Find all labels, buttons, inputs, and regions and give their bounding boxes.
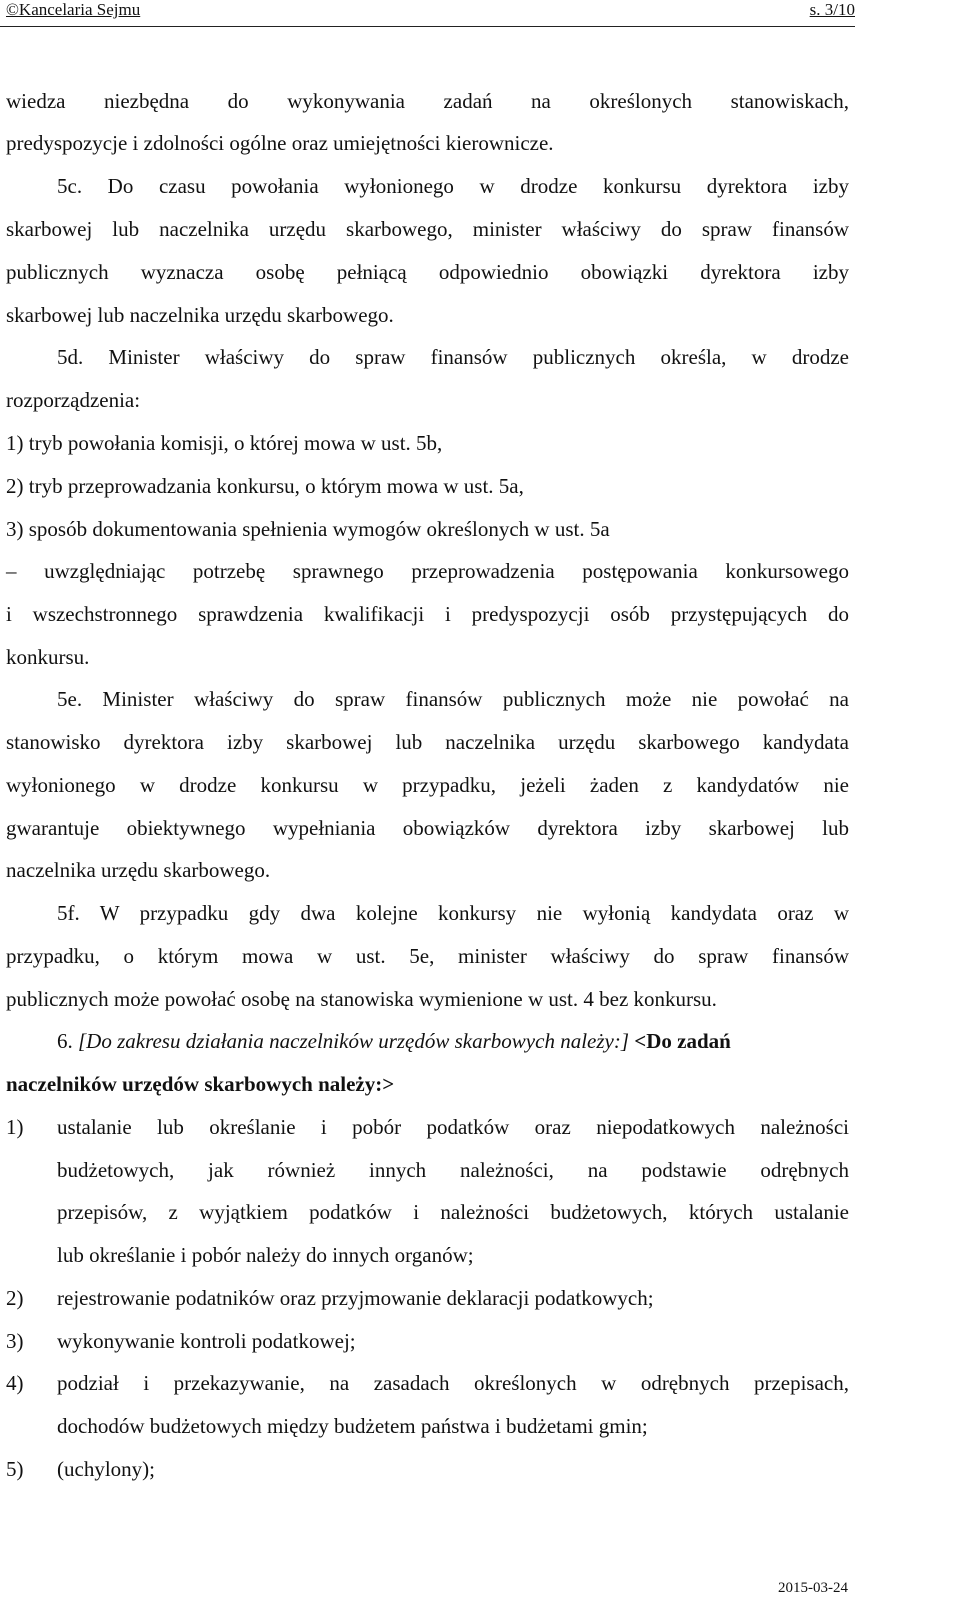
text-line: i wszechstronnego sprawdzenia kwalifikacji i predyspozycji osób przystępujących do xyxy=(6,602,849,626)
item-number: 2) xyxy=(6,1286,24,1310)
footer-date: 2015-03-24 xyxy=(778,1580,848,1596)
text-line: konkursu. xyxy=(6,645,90,669)
text-line: rozporządzenia: xyxy=(6,388,141,412)
list-item: podział i przekazywanie, na zasadach określonych w odrębnych przepisach, xyxy=(57,1371,849,1395)
list-item: budżetowych, jak również innych należności, na podstawie odrębnych xyxy=(57,1158,849,1182)
list-item: rejestrowanie podatników oraz przyjmowanie deklaracji podatkowych; xyxy=(57,1286,654,1310)
text-line: wiedza niezbędna do wykonywania zadań na określonych stanowiskach, xyxy=(6,89,849,113)
text-line: naczelnika urzędu skarbowego. xyxy=(6,858,271,882)
list-item: dochodów budżetowych między budżetem państwa i budżetami gmin; xyxy=(57,1414,648,1438)
text-line: skarbowej lub naczelnika urzędu skarbowego. xyxy=(6,303,394,327)
list-item: 3) sposób dokumentowania spełnienia wymogów określonych w ust. 5a xyxy=(6,517,610,541)
item-number: 4) xyxy=(6,1371,24,1395)
text-line: – uwzględniając potrzebę sprawnego przeprowadzenia postępowania konkursowego xyxy=(6,559,849,583)
text-line: gwarantuje obiektywnego wypełniania obowiązków dyrektora izby skarbowej lub xyxy=(6,816,849,840)
text-line: publicznych może powołać osobę na stanowiska wymienione w ust. 4 bez konkursu. xyxy=(6,987,717,1011)
inserted-text: naczelników urzędów skarbowych należy:> xyxy=(6,1072,395,1096)
list-item: ustalanie lub określanie i pobór podatków oraz niepodatkowych należności xyxy=(57,1115,849,1139)
text-line: przypadku, o którym mowa w ust. 5e, minister właściwy do spraw finansów xyxy=(6,944,849,968)
header-page-number: s. 3/10 xyxy=(809,0,855,19)
paragraph-5f: 5f. W przypadku gdy dwa kolejne konkursy nie wyłonią kandydata oraz w xyxy=(57,901,849,925)
text-line: stanowisko dyrektora izby skarbowej lub naczelnika urzędu skarbowego kandydata xyxy=(6,730,849,754)
item-number: 5) xyxy=(6,1457,24,1481)
text-line: publicznych wyznacza osobę pełniącą odpowiednio obowiązki dyrektora izby xyxy=(6,260,849,284)
paragraph-5e: 5e. Minister właściwy do spraw finansów publicznych może nie powołać na xyxy=(57,687,849,711)
list-item: wykonywanie kontroli podatkowej; xyxy=(57,1329,356,1353)
item-number: 1) xyxy=(6,1115,24,1139)
paragraph-number: 6. xyxy=(57,1029,73,1053)
list-item: 1) tryb powołania komisji, o której mowa w ust. 5b, xyxy=(6,431,443,455)
paragraph-5c: 5c. Do czasu powołania wyłonionego w drodze konkursu dyrektora izby xyxy=(57,174,849,198)
paragraph-6 xyxy=(57,1028,849,1054)
list-item: przepisów, z wyjątkiem podatków i należności budżetowych, których ustalanie xyxy=(57,1200,849,1224)
list-item: (uchylony); xyxy=(57,1457,155,1481)
deleted-text: [Do zakresu działania naczelników urzędów skarbowych należy:] xyxy=(78,1029,630,1053)
inserted-text: <Do zadań xyxy=(634,1029,731,1053)
list-item: lub określanie i pobór należy do innych organów; xyxy=(57,1243,474,1267)
list-item: 2) tryb przeprowadzania konkursu, o którym mowa w ust. 5a, xyxy=(6,474,524,498)
item-number: 3) xyxy=(6,1329,24,1353)
text-line: skarbowej lub naczelnika urzędu skarbowego, minister właściwy do spraw finansów xyxy=(6,217,849,241)
text-line: predyspozycje i zdolności ogólne oraz umiejętności kierownicze. xyxy=(6,131,554,155)
text-line: wyłonionego w drodze konkursu w przypadku, jeżeli żaden z kandydatów nie xyxy=(6,773,849,797)
page-header xyxy=(0,0,855,27)
header-copyright: ©Kancelaria Sejmu xyxy=(6,0,141,19)
paragraph-5d: 5d. Minister właściwy do spraw finansów publicznych określa, w drodze xyxy=(57,345,849,369)
